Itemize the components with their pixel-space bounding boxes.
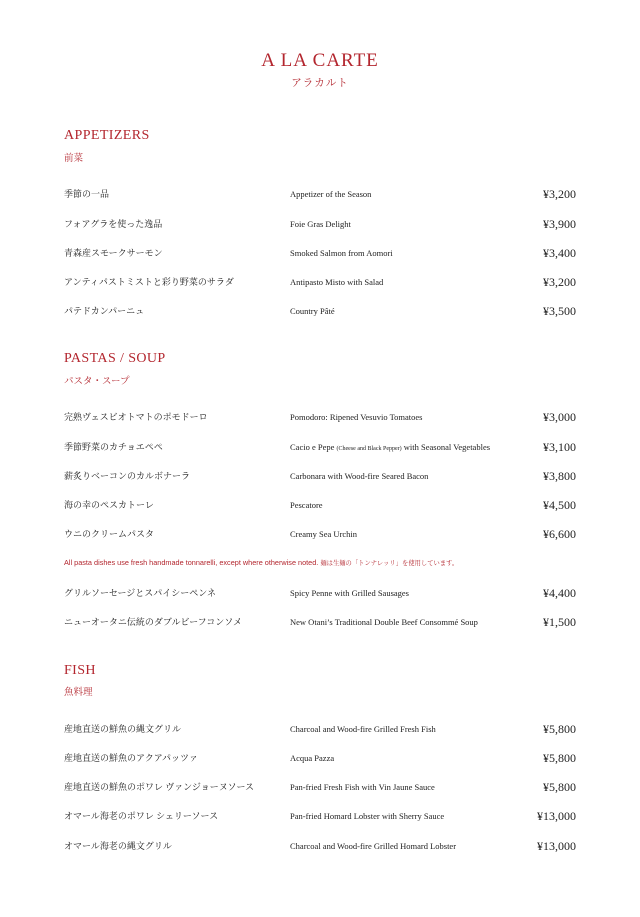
item-name-jp: 産地直送の鮮魚のポワレ ヴァンジョーヌソース: [64, 782, 255, 792]
item-name-jp: 薪炙りベーコンのカルボナーラ: [64, 471, 191, 481]
item-price: ¥3,100: [543, 440, 576, 454]
item-name-jp: フォアグラを使った逸品: [64, 219, 163, 229]
section-subtitle-appetizers: 前菜: [64, 154, 84, 164]
pasta-note-en: All pasta dishes use fresh handmade tonnarelli, except where otherwise noted.: [64, 558, 319, 567]
item-name-en: Charcoal and Wood-fire Grilled Homard Lobster: [290, 841, 457, 851]
item-name-jp: ウニのクリームパスタ: [64, 529, 155, 539]
item-name-en: Charcoal and Wood-fire Grilled Fresh Fish: [290, 724, 436, 734]
item-price: ¥3,200: [543, 275, 576, 289]
item-name-en: Pescatore: [290, 500, 323, 510]
item-name-en: Country Pâté: [290, 306, 335, 316]
item-name-en-main: Cacio e Pepe: [290, 442, 335, 452]
item-price: ¥6,600: [543, 527, 576, 541]
menu-subtitle: アラカルト: [291, 78, 349, 89]
item-name-en: Spicy Penne with Grilled Sausages: [290, 588, 409, 598]
item-name-en-note: (Cheese and Black Pepper): [336, 446, 402, 452]
menu-title: A LA CARTE: [261, 50, 379, 71]
item-name-jp: 季節野菜のカチョエペペ: [64, 442, 163, 452]
menu-item: [0, 721, 640, 737]
item-name-en: Antipasto Misto with Salad: [290, 277, 384, 287]
menu-item: [0, 808, 640, 824]
item-price: ¥4,400: [543, 586, 576, 600]
section-subtitle-fish: 魚料理: [64, 688, 93, 698]
item-name-jp: 完熟ヴェスビオトマトのポモドーロ: [64, 412, 208, 422]
item-name-jp: パテドカンパーニュ: [64, 306, 145, 316]
item-name-jp: 産地直送の鮮魚のアクアパッツァ: [64, 753, 198, 763]
item-name-en-rest: with Seasonal Vegetables: [403, 442, 491, 452]
item-name-en: Pan-fried Homard Lobster with Sherry Sauce: [290, 811, 445, 821]
section-subtitle-pastas: パスタ・スープ: [64, 377, 130, 387]
section-title-fish: FISH: [64, 663, 96, 678]
menu-item: [0, 186, 640, 202]
menu-item: [0, 439, 640, 455]
item-price: ¥3,800: [543, 469, 576, 483]
menu-item: [0, 838, 640, 854]
item-price: ¥13,000: [537, 809, 576, 823]
item-name-en: Foie Gras Delight: [290, 219, 351, 229]
menu-item: [0, 245, 640, 261]
item-name-jp: オマール海老の縄文グリル: [64, 841, 172, 851]
item-name-en: Carbonara with Wood-fire Seared Bacon: [290, 471, 429, 481]
item-name-jp: オマール海老のポワレ シェリーソース: [64, 811, 219, 821]
menu-item: [0, 303, 640, 319]
item-price: ¥5,800: [543, 780, 576, 794]
item-name-en: Pan-fried Fresh Fish with Vin Jaune Sauce: [290, 782, 435, 792]
item-name-en: Appetizer of the Season: [290, 189, 372, 199]
menu-item: [0, 468, 640, 484]
item-name-jp: 季節の一品: [64, 189, 110, 199]
menu-item: [0, 750, 640, 766]
item-name-jp: ニューオータニ伝統のダブルビーフコンソメ: [64, 617, 243, 627]
item-name-en: Smoked Salmon from Aomori: [290, 248, 393, 258]
pasta-note-jp: 麺は生麺の「トンナレッリ」を使用しています。: [320, 560, 459, 567]
item-price: ¥5,800: [543, 722, 576, 736]
item-name-en: Creamy Sea Urchin: [290, 529, 358, 539]
item-name-en: [290, 439, 490, 457]
item-name-jp: アンティパストミストと彩り野菜のサラダ: [64, 277, 234, 287]
item-name-jp: 青森産スモークサーモン: [64, 248, 163, 258]
item-name-jp: 海の幸のペスカトーレ: [64, 500, 154, 510]
menu-item: [0, 526, 640, 542]
item-price: ¥3,900: [543, 217, 576, 231]
menu-item: [0, 274, 640, 290]
item-name-en: Pomodoro: Ripened Vesuvio Tomatoes: [290, 412, 423, 422]
item-price: ¥4,500: [543, 498, 576, 512]
section-title-pastas: PASTAS / SOUP: [64, 351, 166, 366]
menu-item: [0, 216, 640, 232]
item-name-en: New Otani’s Traditional Double Beef Consommé Soup: [290, 617, 478, 627]
menu-item: [0, 779, 640, 795]
item-name-jp: 産地直送の鮮魚の縄文グリル: [64, 724, 182, 734]
menu-item: [0, 409, 640, 425]
menu-item: [0, 585, 640, 601]
item-price: ¥13,000: [537, 839, 576, 853]
item-price: ¥3,000: [543, 410, 576, 424]
item-price: ¥5,800: [543, 751, 576, 765]
item-name-jp: グリルソーセージとスパイシーペンネ: [64, 588, 217, 598]
pasta-note: [64, 558, 458, 567]
item-name-en: Acqua Pazza: [290, 753, 335, 763]
menu-item: [0, 614, 640, 630]
section-title-appetizers: APPETIZERS: [64, 128, 150, 143]
item-price: ¥3,500: [543, 304, 576, 318]
menu-item: [0, 497, 640, 513]
item-price: ¥1,500: [543, 615, 576, 629]
item-price: ¥3,200: [543, 187, 576, 201]
item-price: ¥3,400: [543, 246, 576, 260]
